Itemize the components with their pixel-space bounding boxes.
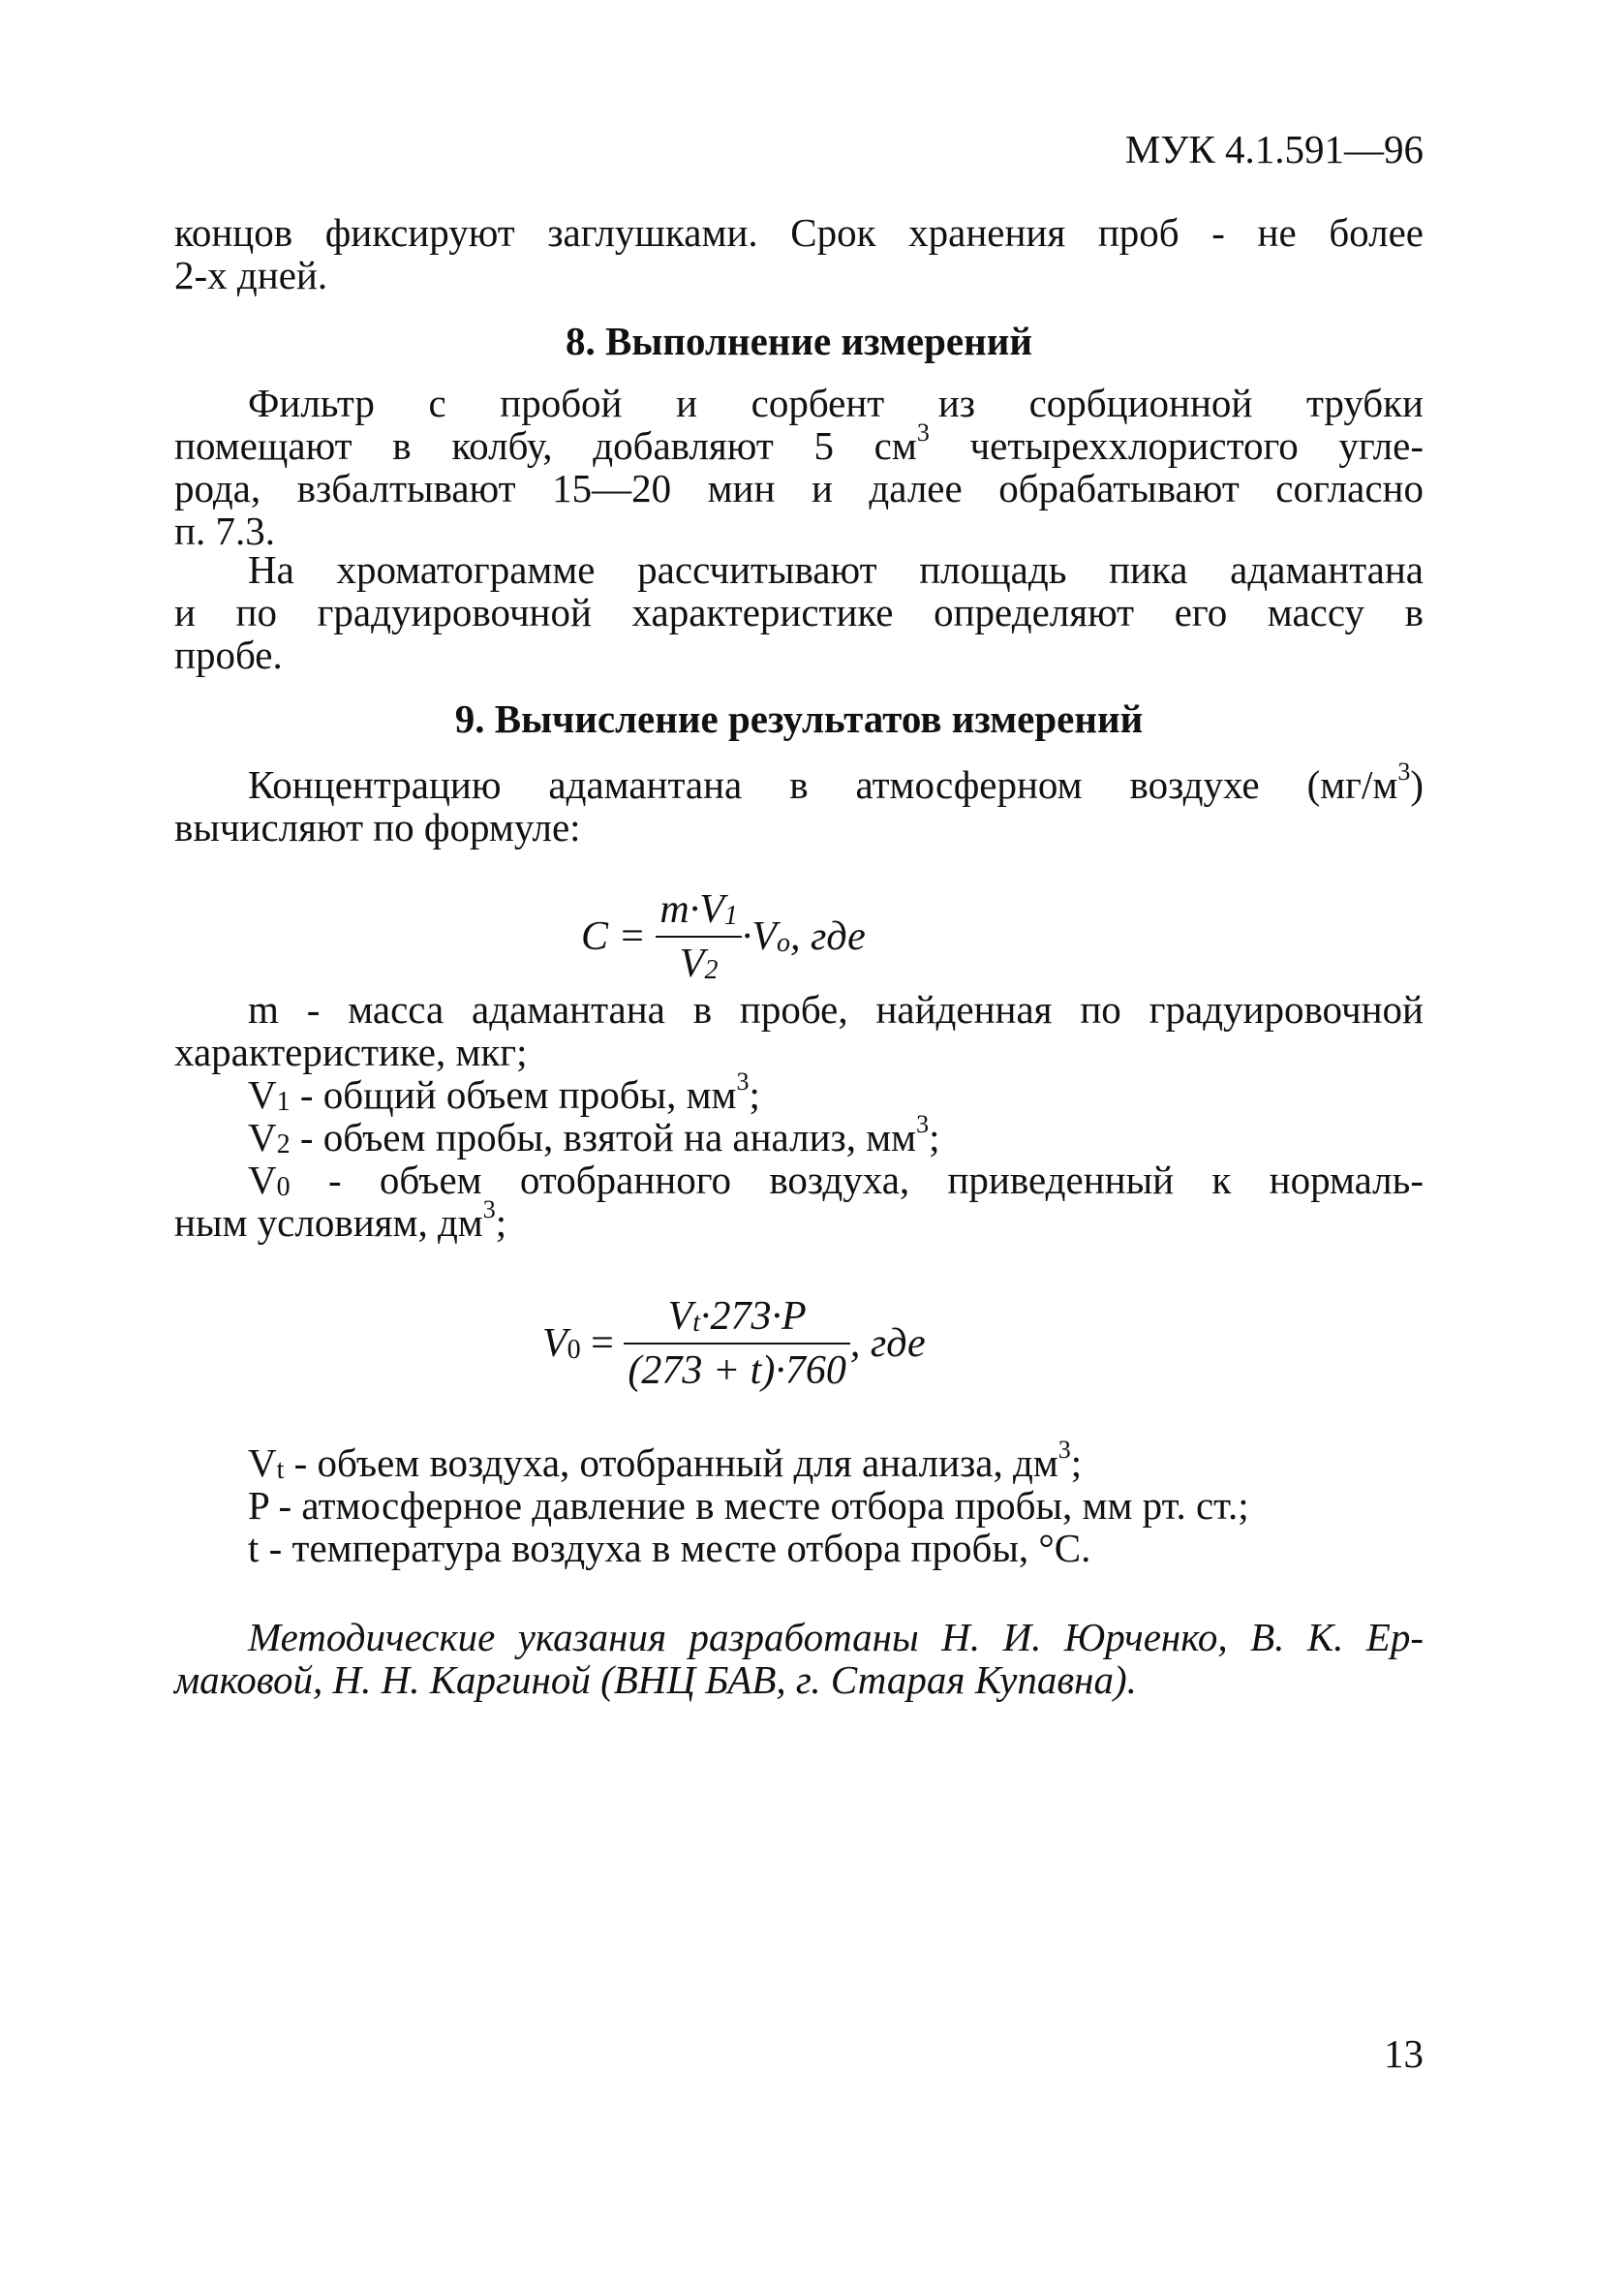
def-v0-line-2-text: ным условиям, дм — [174, 1200, 483, 1245]
def-vt — [174, 1436, 1424, 1485]
def-m-line-2: характеристике, мкг; — [174, 1030, 528, 1074]
def-v2-text: - объем пробы, взятой на анализ, мм — [290, 1115, 917, 1159]
def-m-line-1: m - масса адамантана в пробе, найденная по градуировочной — [248, 987, 1424, 1032]
def-v0-sub: 0 — [276, 1172, 291, 1202]
formula1-denominator — [656, 941, 742, 987]
credit-line-2: маковой, Н. Н. Каргиной (ВНЦ БАВ, г. Старая Купавна). — [174, 1657, 1137, 1702]
formula1-definitions — [174, 988, 1424, 1244]
def-v0-text: - объем отобранного воздуха, приведенный к нормаль- — [290, 1158, 1424, 1202]
formula2-lhs-sub: 0 — [567, 1335, 581, 1365]
formula1-tail-text: ·V — [741, 914, 778, 959]
formula2-numerator — [624, 1293, 849, 1340]
def-vt-end: ; — [1070, 1440, 1083, 1485]
def-v0-symbol: V — [248, 1158, 277, 1202]
s8-p1-line-2b: четыреххлористого угле- — [929, 423, 1424, 468]
def-v2-sub: 2 — [276, 1129, 291, 1159]
formula1-fraction — [656, 886, 742, 987]
section-9-intro — [174, 758, 1424, 850]
formula1-numerator — [656, 886, 742, 933]
s8-p1-line-1: Фильтр с пробой и сорбент из сорбционной трубки — [248, 381, 1424, 425]
s8-p1-line-2a: помещают в колбу, добавляют 5 см — [174, 423, 917, 468]
def-p: P - атмосферное давление в месте отбора пробы, мм рт. ст.; — [248, 1483, 1249, 1528]
authors-credit — [174, 1616, 1424, 1701]
formula1-lhs: C = — [581, 914, 646, 959]
doc-code: МУК 4.1.591—96 — [1124, 127, 1424, 171]
def-vt-text: - объем воздуха, отобранный для анализа, дм — [284, 1440, 1058, 1485]
cubic-superscript: 3 — [1057, 1436, 1071, 1465]
formula2-numerator-rest: ·273·P — [699, 1294, 807, 1339]
formula1-numerator-sub: 1 — [723, 901, 738, 931]
formula2-fraction — [624, 1293, 849, 1394]
formula1-where: , где — [790, 914, 866, 959]
def-v2-symbol: V — [248, 1115, 277, 1159]
formula2-numerator-sub: t — [692, 1308, 700, 1338]
concentration-formula — [581, 886, 866, 987]
def-t: t - температура воздуха в месте отбора пробы, °С. — [248, 1526, 1091, 1570]
volume-normalization-formula — [542, 1293, 926, 1394]
cubic-superscript: 3 — [916, 1110, 930, 1139]
formula2-denominator: (273 + t)·760 — [628, 1348, 846, 1393]
formula2-lhs-symbol: V — [542, 1321, 567, 1366]
def-vt-symbol: V — [248, 1440, 277, 1485]
formula2-where: , где — [849, 1321, 926, 1366]
cubic-superscript: 3 — [916, 418, 930, 448]
cubic-superscript: 3 — [1397, 758, 1411, 787]
section-8-title — [174, 320, 1424, 362]
def-v1-end: ; — [749, 1072, 760, 1117]
cubic-superscript: 3 — [736, 1067, 750, 1097]
formula1-tail — [742, 914, 866, 959]
page-number — [1327, 2032, 1424, 2075]
def-v0-end: ; — [495, 1200, 507, 1245]
formula2-equals: = — [580, 1321, 614, 1366]
def-v1-text: - общий объем пробы, мм — [290, 1072, 737, 1117]
def-v1-sub: 1 — [276, 1087, 291, 1117]
def-v2-end: ; — [929, 1115, 940, 1159]
s8-p2-line-2: и по градуировочной характеристике определяют его массу в — [174, 590, 1424, 634]
s8-p2-line-3: пробе. — [174, 633, 283, 677]
s8-p1-line-2 — [174, 418, 1424, 468]
s9-intro-line-2: вычисляют по формуле: — [174, 805, 581, 850]
formula2-fraction-bar — [624, 1343, 849, 1345]
intro-line-2: 2-х дней. — [174, 253, 328, 297]
formula1-fraction-bar — [656, 936, 742, 938]
s9-intro-line-1a: Концентрацию адамантана в атмосферном воздухе (мг/м — [248, 762, 1398, 807]
credit-line-1: Методические указания разработаны Н. И. Юрченко, В. К. Ер- — [248, 1615, 1424, 1659]
def-v1-symbol: V — [248, 1072, 277, 1117]
formula1-numerator-text: m·V — [659, 887, 724, 932]
formula2-lhs — [542, 1321, 614, 1366]
def-vt-sub: t — [276, 1455, 285, 1485]
s8-p2-line-1: На хроматограмме рассчитывают площадь пика адамантана — [248, 547, 1424, 592]
s9-intro-line-1b: ) — [1410, 762, 1424, 807]
document-code-header — [1085, 128, 1424, 170]
page-number-text: 13 — [1384, 2031, 1424, 2076]
section-8-title-text: 8. Выполнение измерений — [566, 319, 1032, 363]
section-9-title — [174, 697, 1424, 740]
s8-p1-line-4: п. 7.3. — [174, 509, 275, 553]
cubic-superscript: 3 — [482, 1195, 496, 1224]
section-8-paragraph-2 — [174, 548, 1424, 676]
formula1-tail-sub: o — [777, 928, 791, 958]
formula2-numerator-v: V — [667, 1294, 693, 1339]
s9-intro-line-1 — [174, 758, 1424, 807]
section-9-title-text: 9. Вычисление результатов измерений — [454, 696, 1144, 741]
formula1-denominator-sub: 2 — [704, 955, 719, 985]
def-v0-line-1 — [174, 1159, 1424, 1201]
intro-paragraph — [174, 211, 1424, 296]
def-v2 — [174, 1110, 1424, 1159]
formula2-definitions — [174, 1436, 1424, 1570]
formula1-denominator-text: V — [679, 942, 705, 986]
section-8-paragraph-1 — [174, 382, 1424, 552]
s8-p1-line-3: рода, взбалтывают 15—20 мин и далее обрабатывают согласно — [174, 466, 1424, 510]
intro-line-1: концов фиксируют заглушками. Срок хранения проб - не более — [174, 210, 1424, 255]
def-v0-line-2 — [174, 1195, 1424, 1245]
def-v1 — [174, 1067, 1424, 1117]
